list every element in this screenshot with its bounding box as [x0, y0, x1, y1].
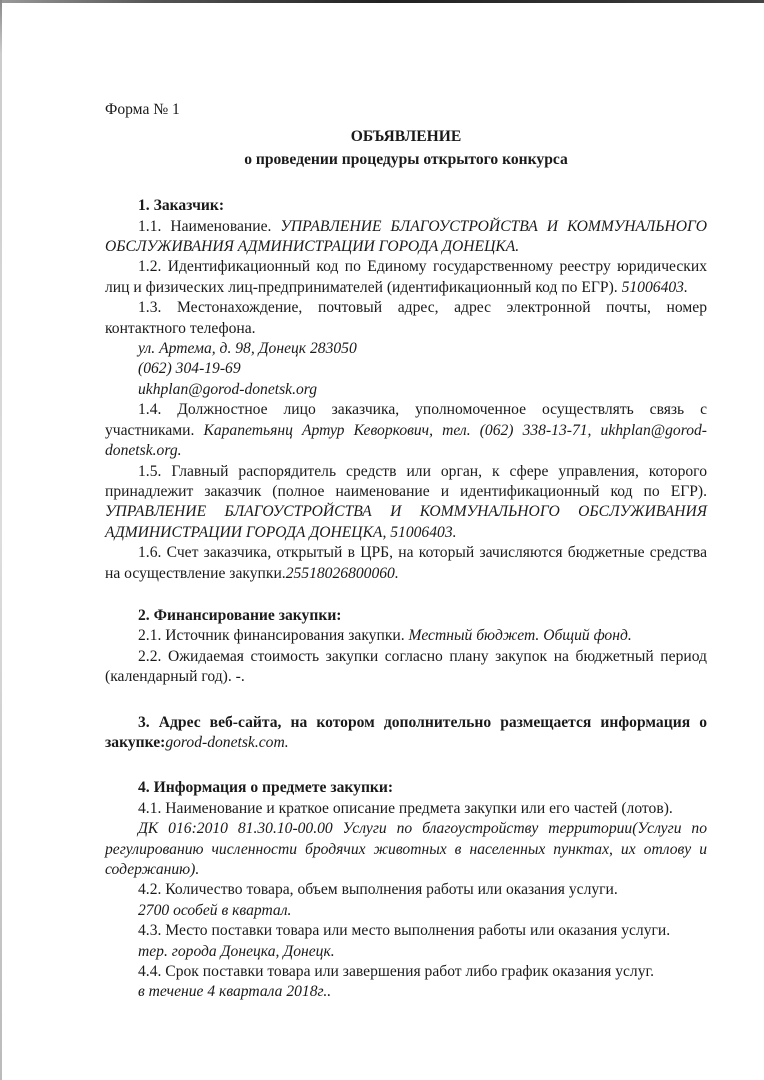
- section-2-heading: 2. Финансирование закупки:: [138, 606, 342, 624]
- item-1-2: [105, 257, 707, 298]
- item-1-1-label: 1.1. Наименование.: [138, 217, 272, 235]
- item-2-2: [105, 647, 707, 688]
- spacer: [105, 753, 707, 778]
- item-1-6-label: 1.6. Счет заказчика, открытый в ЦРБ, на который зачисляются бюджетные средства на осуществление закупки.: [105, 544, 707, 582]
- item-1-6: [105, 543, 707, 584]
- item-1-4-label: 1.4. Должностное лицо заказчика, уполномоченное осуществлять связь с участниками.: [105, 401, 707, 439]
- item-4-1-label: 4.1. Наименование и краткое описание предмета закупки или его частей (лотов).: [138, 799, 673, 817]
- document-title: ОБЪЯВЛЕНИЕ: [350, 128, 462, 146]
- item-1-5-label: 1.5. Главный распорядитель средств или орган, к сфере управления, которого принадлежит заказчик (полное наименование и идентификационный код по ЕГР).: [105, 462, 707, 500]
- customer-phone: (062) 304-19-69: [138, 360, 241, 378]
- spacer: [105, 584, 707, 606]
- item-1-6-value: 25518026800060.: [285, 564, 399, 582]
- scan-left-edge: [0, 0, 2, 1080]
- customer-address: ул. Артема, д. 98, Донецк 283050: [138, 340, 357, 358]
- document-page: [105, 100, 707, 1003]
- item-1-2-value: 51006403.: [621, 278, 688, 296]
- item-1-1: [105, 217, 707, 258]
- item-4-2-label: 4.2. Количество товара, объем выполнения работы или оказания услуги.: [138, 881, 618, 899]
- section-3-heading: 3. Адрес веб-сайта, на котором дополнительно размещается информация о закупке:: [105, 713, 707, 751]
- section-3: [105, 713, 707, 754]
- section-3-website: gorod-donetsk.com.: [165, 733, 289, 751]
- item-4-3-label: 4.3. Место поставки товара или место выполнения работы или оказания услуги.: [138, 922, 671, 940]
- document-subtitle: о проведении процедуры открытого конкурса: [244, 150, 568, 168]
- item-1-3-label: 1.3. Местонахождение, почтовый адрес, адрес электронной почты, номер контактного телефона.: [105, 299, 707, 337]
- item-4-1-value: ДК 016:2010 81.30.10-00.00 Услуги по благоустройству территории(Услуги по регулированию численности бродячих животных в населенных пунктах, их отлову и содержанию).: [105, 820, 707, 878]
- form-label: Форма № 1: [105, 101, 180, 118]
- item-4-2-value: 2700 особей в квартал.: [138, 901, 292, 919]
- item-4-3-value: тер. города Донецка, Донецк.: [138, 942, 335, 960]
- customer-email: ukhplan@gorod-donetsk.org: [138, 380, 318, 398]
- item-1-2-label: 1.2. Идентификационный код по Единому государственному реестру юридических лиц и физических лиц-предпринимателей (идентификационный код по ЕГР).: [105, 258, 707, 296]
- item-2-1: [105, 626, 707, 646]
- item-2-2-value: -.: [231, 668, 245, 686]
- item-2-1-value: Местный бюджет. Общий фонд.: [408, 627, 632, 645]
- item-2-2-label: 2.2. Ожидаемая стоимость закупки согласно плану закупок на бюджетный период (календарный год).: [105, 647, 707, 686]
- item-1-5-value: УПРАВЛЕНИЕ БЛАГОУСТРОЙСТВА И КОММУНАЛЬНОГО ОБСЛУЖИВАНИЯ АДМИНИСТРАЦИИ ГОРОДА ДОНЕЦКА, 51006403.: [105, 503, 707, 541]
- item-1-4-value: Карапетьянц Артур Кеворкович, тел. (062) 338-13-71, ukhplan@gorod-donetsk.org.: [105, 421, 707, 460]
- section-1-heading: 1. Заказчик:: [138, 197, 225, 215]
- item-1-4: [105, 400, 707, 461]
- item-4-4-value: в течение 4 квартала 2018г..: [138, 983, 332, 1001]
- item-1-5: [105, 462, 707, 544]
- scan-top-edge: [0, 0, 764, 3]
- item-4-4-label: 4.4. Срок поставки товара или завершения работ либо график оказания услуг.: [138, 963, 655, 981]
- spacer: [105, 688, 707, 713]
- item-1-1-value: УПРАВЛЕНИЕ БЛАГОУСТРОЙСТВА И КОММУНАЛЬНОГО ОБСЛУЖИВАНИЯ АДМИНИСТРАЦИИ ГОРОДА ДОНЕЦКА.: [105, 217, 707, 256]
- item-2-1-label: 2.1. Источник финансирования закупки.: [138, 627, 405, 645]
- section-4-heading: 4. Информация о предмете закупки:: [138, 779, 394, 797]
